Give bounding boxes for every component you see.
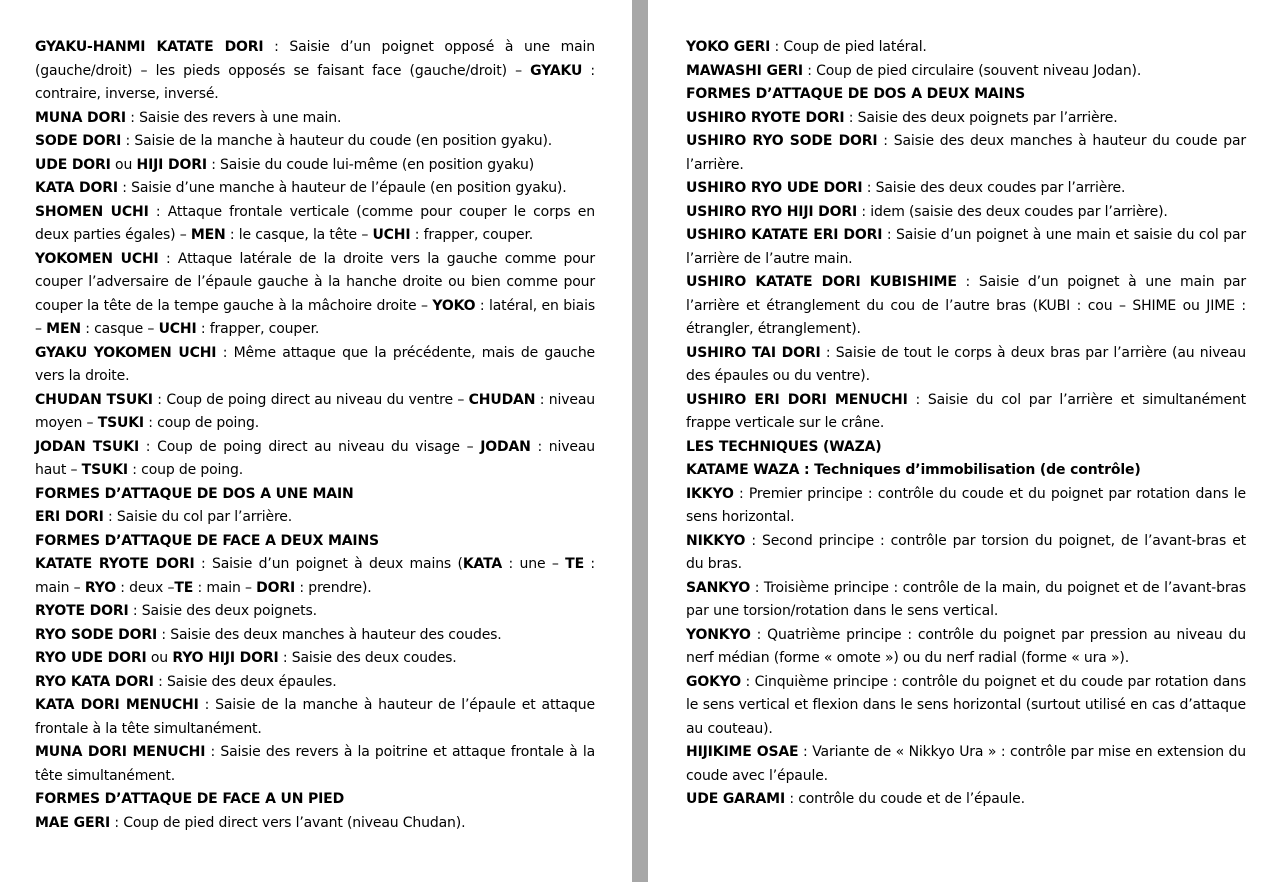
definition-text: Saisie du col par l’arrière. — [116, 509, 293, 525]
definition-text: : — [125, 109, 140, 126]
definition-text: Saisie des deux coudes par l’arrière. — [875, 180, 1126, 196]
definition-text: Premier principe : contrôle du coude et du poignet par rotation dans le sens horizontal. — [686, 485, 1246, 525]
definition-text: Saisie de tout le corps à deux bras par l’arrière (au niveau des épaules ou du ventre). — [686, 344, 1246, 384]
term: TSUKI — [81, 462, 128, 478]
glossary-entry — [35, 671, 595, 695]
definition-text: : — [820, 344, 836, 361]
definition-text: : — [128, 603, 142, 619]
glossary-entry — [35, 694, 595, 741]
definition-text: : — [882, 227, 897, 243]
term: KATA — [462, 556, 503, 572]
term: MEN — [46, 321, 81, 337]
definition-text: : — [770, 39, 784, 55]
definition-text: : — [157, 626, 171, 643]
term: USHIRO KATATE ERI DORI — [686, 227, 883, 243]
term: USHIRO KATATE DORI KUBISHIME — [686, 274, 957, 290]
left-page — [0, 0, 632, 882]
definition-text: : — [194, 556, 212, 572]
definition-text: Saisie de la manche à hauteur du coude (en position gyaku). — [134, 133, 553, 149]
term: USHIRO RYOTE DORI — [686, 109, 845, 126]
section-heading: LES TECHNIQUES (WAZA) — [686, 438, 882, 455]
definition-text: contrôle du coude et de l’épaule. — [798, 791, 1025, 807]
definition-text: Saisie de la manche à hauteur de l’épaule et attaque frontale à la tête simultanément. — [35, 697, 595, 737]
definition-text: : — [862, 180, 876, 196]
definition-text: Quatrième principe : contrôle du poignet par pression au niveau du nerf médian (forme « omote ») ou du nerf radial (forme « ura »). — [686, 626, 1246, 666]
definition-text: : — [139, 438, 158, 455]
definition-text: : prendre). — [295, 579, 372, 596]
definition-text: : — [750, 579, 764, 596]
term: CHUDAN — [468, 391, 536, 408]
definition-text: Coup de pied latéral. — [783, 39, 927, 55]
term: YONKYO — [686, 626, 751, 643]
glossary-entry — [35, 201, 595, 248]
term: YOKOMEN UCHI — [35, 250, 159, 267]
glossary-entry — [686, 36, 1246, 60]
definition-text: : Saisie du coude lui-même (en position gyaku) — [206, 156, 535, 173]
definition-text: : — [198, 697, 216, 713]
term: KATA DORI MENUCHI — [35, 697, 199, 713]
definition-text: : — [857, 203, 871, 220]
glossary-entry — [35, 130, 595, 154]
definition-text: : — [956, 274, 979, 290]
term: MUNA DORI — [35, 109, 126, 126]
definition-text: : une – — [502, 556, 566, 572]
glossary-entry — [35, 389, 595, 436]
definition-text: Saisie des deux épaules. — [166, 673, 337, 690]
term: RYO SODE DORI — [35, 626, 158, 643]
definition-text: Saisie d’un poignet opposé à une main (gauche/droit) – les pieds opposés se faisant face (gauche/droit) – — [35, 39, 595, 79]
definition-text: : coup de poing. — [127, 462, 244, 478]
term: MAWASHI GERI — [686, 62, 803, 79]
glossary-entry — [686, 483, 1246, 530]
left-column — [35, 36, 595, 835]
term: USHIRO RYO SODE DORI — [686, 133, 878, 149]
term: JODAN TSUKI — [35, 438, 140, 455]
glossary-entry — [35, 36, 595, 107]
definition-text: : — [110, 814, 124, 831]
glossary-entry — [35, 506, 595, 530]
page-gutter — [632, 0, 648, 882]
definition-text: : frapper, couper. — [410, 227, 534, 243]
glossary-entry — [686, 60, 1246, 84]
definition-text: Saisie d’un poignet à deux mains ( — [212, 556, 463, 572]
definition-text: : le casque, la tête – — [225, 227, 373, 243]
definition-text: : niveau haut – — [35, 438, 596, 478]
glossary-entry — [35, 600, 595, 624]
definition-text: : latéral, en biais – — [35, 297, 595, 337]
term: GYAKU YOKOMEN UCHI — [35, 344, 217, 361]
definition-text: : contraire, inverse, inversé. — [35, 62, 595, 102]
definition-text: Cinquième principe : contrôle du poignet et du coude par rotation dans le sens vertical et flexion dans le sens horizontal (surtout utilisé en cas d’attaque au couteau). — [686, 673, 1246, 737]
glossary-entry — [35, 154, 595, 178]
glossary-entry — [35, 553, 595, 600]
glossary-entry — [686, 671, 1246, 742]
right-column — [686, 36, 1246, 812]
definition-text: Attaque frontale verticale (comme pour couper le corps en deux parties égales) – — [35, 203, 595, 243]
term: UCHI — [158, 321, 197, 337]
glossary-entry — [35, 741, 595, 788]
glossary-entry — [686, 107, 1246, 131]
definition-text: Attaque latérale de la droite vers la gauche comme pour couper l’adversaire de l’épaule gauche à la hanche droite ou bien comme pour couper la tête de la tempe gauche à la mâchoire droite – — [35, 250, 596, 314]
definition-text: : — [153, 673, 167, 690]
definition-text: : — [216, 344, 234, 361]
term: MEN — [190, 227, 226, 243]
section-heading: KATAME WAZA : Techniques d’immobilisation (de contrôle) — [686, 462, 1141, 478]
definition-text: : — [263, 39, 290, 55]
term: TE — [565, 556, 584, 572]
term: JODAN — [480, 438, 531, 455]
definition-text: : — [750, 626, 768, 643]
glossary-entry — [35, 107, 595, 131]
right-page — [648, 0, 1278, 882]
term: RYOTE DORI — [35, 603, 129, 619]
term: SANKYO — [686, 579, 751, 596]
glossary-entry — [686, 788, 1246, 812]
glossary-entry — [686, 577, 1246, 624]
term: RYO — [84, 579, 116, 596]
glossary-entry — [686, 271, 1246, 342]
definition-text: : — [844, 109, 858, 126]
definition-text: Coup de pied direct vers l’avant (niveau Chudan). — [123, 814, 466, 831]
term: GYAKU — [530, 62, 583, 79]
glossary-entry — [686, 201, 1246, 225]
definition-text: ou — [110, 156, 137, 173]
definition-text: Saisie des revers à la poitrine et attaque frontale à la tête simultanément. — [35, 744, 596, 784]
definition-text: : — [877, 133, 894, 149]
term: KATA DORI — [35, 180, 118, 196]
term: GYAKU-HANMI KATATE DORI — [35, 39, 264, 55]
term: UDE GARAMI — [686, 791, 786, 807]
term: KATATE RYOTE DORI — [35, 556, 195, 572]
definition-text: Troisième principe : contrôle de la main, du poignet et de l’avant-bras par une torsion/rotation dans le sens vertical. — [686, 579, 1247, 619]
definition-text: : — [148, 203, 168, 220]
definition-text: ou — [146, 650, 173, 666]
term: SODE DORI — [35, 133, 122, 149]
glossary-entry — [686, 624, 1246, 671]
definition-text: Saisie des revers à une main. — [139, 109, 342, 126]
term: CHUDAN TSUKI — [35, 391, 153, 408]
glossary-entry — [686, 342, 1246, 389]
glossary-entry — [35, 436, 595, 483]
term: USHIRO RYO HIJI DORI — [686, 203, 858, 220]
definition-text: : — [798, 744, 813, 760]
term: HIJI DORI — [136, 156, 207, 173]
definition-text: : — [785, 791, 799, 807]
term: RYO HIJI DORI — [172, 650, 279, 666]
term: MAE GERI — [35, 814, 111, 831]
glossary-entry — [35, 248, 595, 342]
term: DORI — [256, 579, 296, 596]
definition-text: : casque – — [80, 321, 159, 337]
definition-text: idem (saisie des deux coudes par l’arrière). — [870, 203, 1168, 220]
definition-text: : — [741, 673, 755, 690]
definition-text: : — [745, 532, 762, 549]
definition-text: : — [802, 62, 817, 79]
term: UDE DORI — [35, 156, 111, 173]
glossary-entry — [35, 647, 595, 671]
section-heading: FORMES D’ATTAQUE DE DOS A DEUX MAINS — [686, 86, 1026, 102]
glossary-entry — [686, 389, 1246, 436]
glossary-entry — [686, 224, 1246, 271]
definition-text: : — [117, 180, 132, 196]
term: TSUKI — [97, 415, 144, 431]
definition-text: : — [103, 509, 117, 525]
definition-text: Second principe : contrôle par torsion du poignet, de l’avant-bras et du bras. — [686, 532, 1246, 572]
glossary-entry — [35, 624, 595, 648]
term: TE — [174, 579, 194, 596]
glossary-entry — [686, 741, 1246, 788]
term: HIJIKIME OSAE — [686, 744, 799, 760]
definition-text: : — [152, 391, 167, 408]
term: IKKYO — [686, 485, 734, 502]
term: NIKKYO — [686, 532, 746, 549]
definition-text: : — [907, 391, 928, 408]
definition-text: Même attaque que la précédente, mais de gauche vers la droite. — [35, 344, 596, 384]
definition-text: Coup de pied circulaire (souvent niveau Jodan). — [816, 62, 1142, 79]
glossary-entry — [35, 177, 595, 201]
term: USHIRO ERI DORI MENUCHI — [686, 391, 908, 408]
definition-text: : deux – — [115, 579, 175, 596]
section-heading: FORMES D’ATTAQUE DE FACE A UN PIED — [35, 791, 345, 807]
definition-text: : — [121, 133, 135, 149]
definition-text: : niveau moyen – — [35, 391, 595, 431]
glossary-entry — [686, 530, 1246, 577]
term: RYO KATA DORI — [35, 673, 154, 690]
definition-text: : main – — [193, 579, 257, 596]
term: UCHI — [372, 227, 411, 243]
definition-text: Saisie des deux manches à hauteur des coudes. — [170, 626, 502, 643]
term: MUNA DORI MENUCHI — [35, 744, 206, 760]
definition-text: Saisie d’un poignet à une main et saisie du col par l’arrière de l’autre main. — [686, 227, 1246, 267]
definition-text: Variante de « Nikkyo Ura » : contrôle par mise en extension du coude avec l’épaule. — [686, 744, 1246, 784]
term: USHIRO RYO UDE DORI — [686, 180, 863, 196]
glossary-entry — [35, 812, 595, 836]
definition-text: : — [205, 744, 221, 760]
term: ERI DORI — [35, 509, 104, 525]
definition-text: Saisie des deux manches à hauteur du coude par l’arrière. — [686, 133, 1246, 173]
section-heading: FORMES D’ATTAQUE DE DOS A UNE MAIN — [35, 485, 354, 502]
definition-text: Coup de poing direct au niveau du ventre – — [166, 391, 469, 408]
glossary-entry — [686, 130, 1246, 177]
definition-text: Saisie des deux poignets. — [141, 603, 317, 619]
glossary-entry — [686, 177, 1246, 201]
section-heading: FORMES D’ATTAQUE DE FACE A DEUX MAINS — [35, 532, 379, 549]
definition-text: : main – — [35, 556, 595, 596]
definition-text: Saisie des deux poignets par l’arrière. — [857, 109, 1118, 126]
definition-text: Coup de poing direct au niveau du visage – — [157, 438, 481, 455]
definition-text: : — [733, 485, 749, 502]
term: YOKO GERI — [686, 39, 771, 55]
term: USHIRO TAI DORI — [686, 344, 821, 361]
definition-text: : coup de poing. — [144, 415, 260, 431]
term: RYO UDE DORI — [35, 650, 147, 666]
definition-text: : — [158, 250, 178, 267]
term: SHOMEN UCHI — [35, 203, 149, 220]
term: YOKO — [432, 297, 476, 314]
term: GOKYO — [686, 673, 742, 690]
definition-text: Saisie d’un poignet à une main par l’arrière et étranglement du cou de l’autre bras (KUBI : cou – SHIME ou JIME : étrangler, étranglement). — [686, 274, 1246, 337]
definition-text: Saisie d’une manche à hauteur de l’épaule (en position gyaku). — [131, 180, 567, 196]
glossary-entry — [35, 342, 595, 389]
definition-text: : frapper, couper. — [196, 321, 320, 337]
definition-text: : Saisie des deux coudes. — [278, 650, 457, 666]
definition-text: Saisie du col par l’arrière et simultanément frappe verticale sur le crâne. — [686, 391, 1247, 431]
